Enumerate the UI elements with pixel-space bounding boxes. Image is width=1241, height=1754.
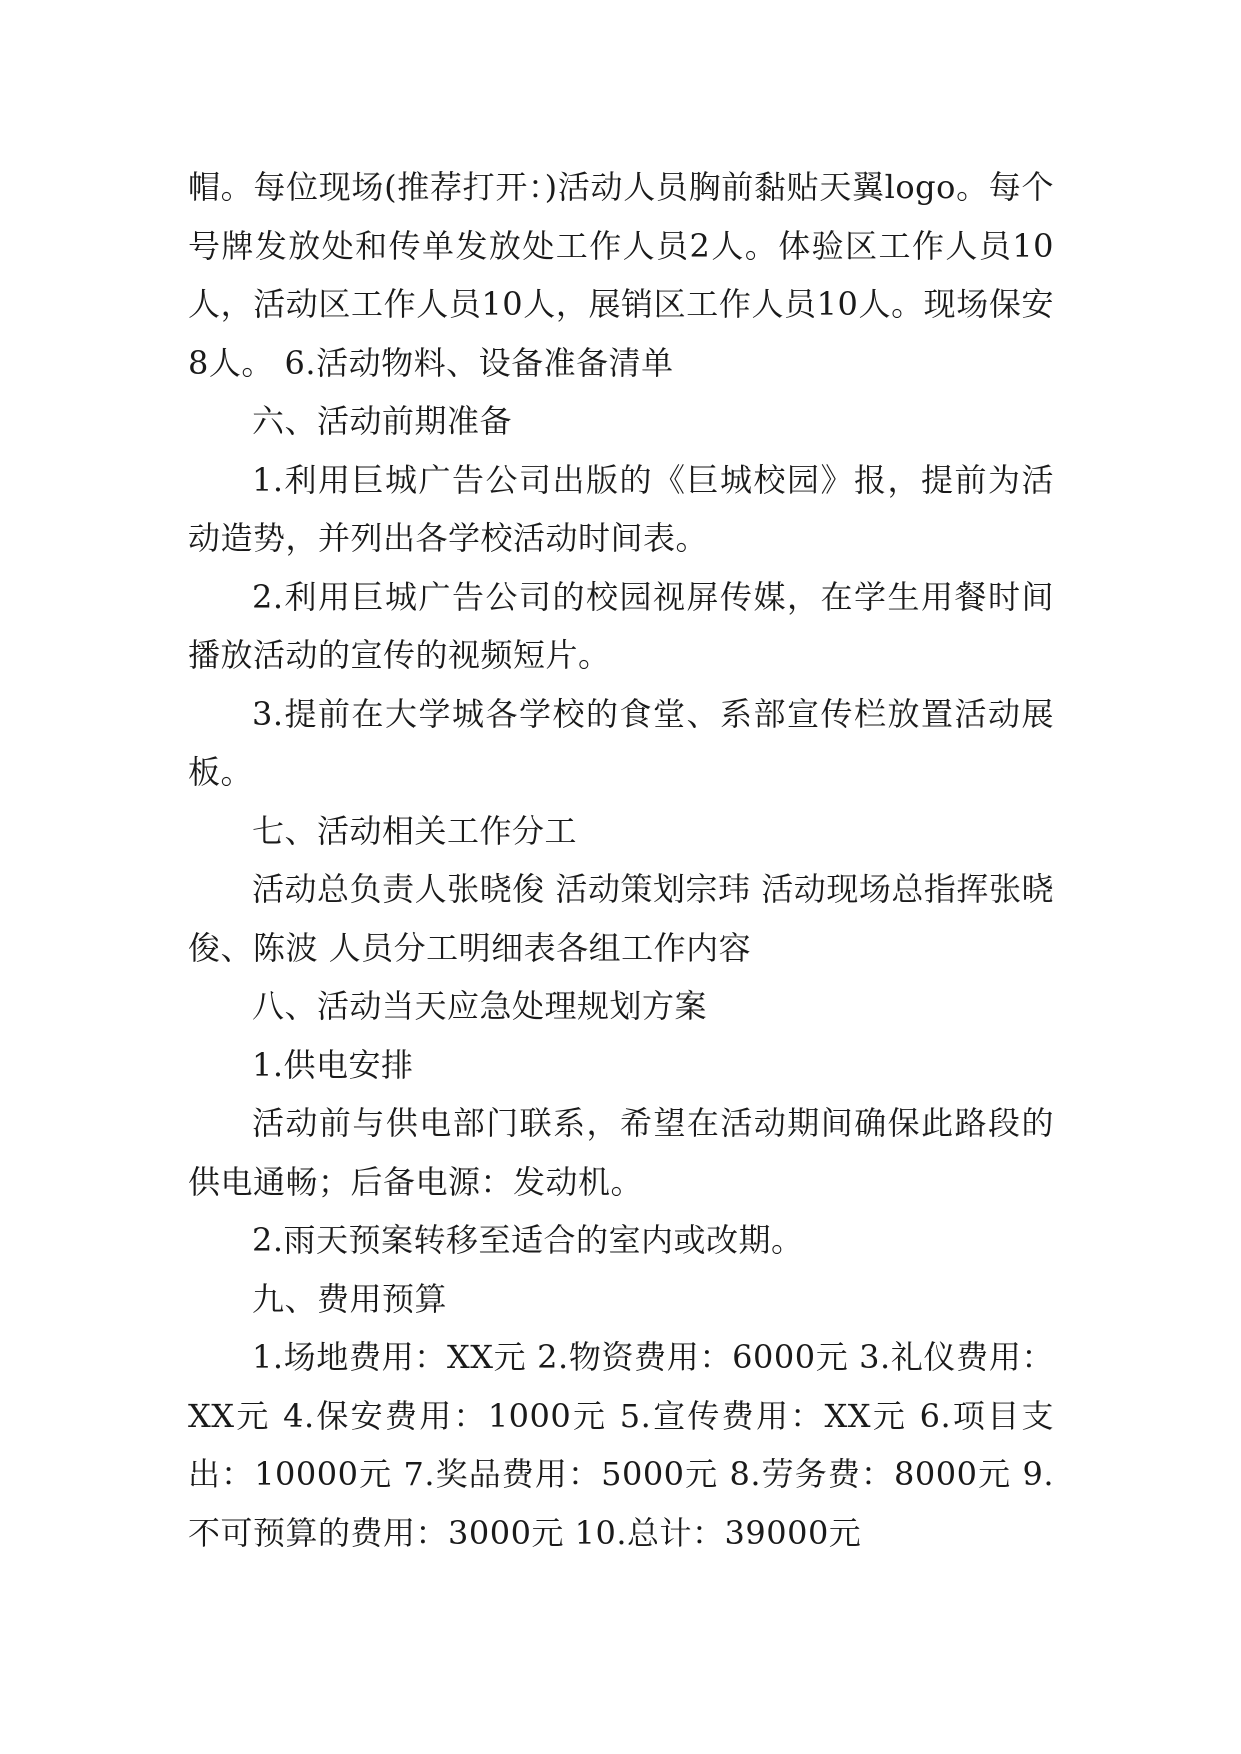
heading-section-6: 六、活动前期准备 — [252, 402, 513, 440]
heading-section-8: 八、活动当天应急处理规划方案 — [252, 987, 708, 1025]
paragraph-prep-2: 2.利用巨城广告公司的校园视屏传媒，在学生用餐时间播放活动的宣传的视频短片。 — [188, 577, 1054, 674]
heading-section-9: 九、费用预算 — [252, 1279, 448, 1318]
paragraph-rain-plan: 2.雨天预案转移至适合的室内或改期。 — [252, 1221, 804, 1259]
paragraph-prep-1: 1.利用巨城广告公司出版的《巨城校园》报，提前为活动造势，并列出各学校活动时间表。 — [188, 460, 1054, 557]
subheading-power-supply: 1.供电安排 — [252, 1045, 414, 1084]
paragraph-power-supply: 活动前与供电部门联系，希望在活动期间确保此路段的供电通畅；后备电源：发动机。 — [188, 1104, 1054, 1201]
paragraph-staffing: 帽。每位现场(推荐打开：)活动人员胸前黏贴天翼logo。每个号牌发放处和传单发放处工作人员2人。体验区工作人员10人，活动区工作人员10人，展销区工作人员10人。现场保安8人。 6.活动物料、设备准备清单 — [188, 168, 1054, 382]
document-body — [188, 158, 1054, 1562]
paragraph-division-of-labor: 活动总负责人张晓俊 活动策划宗玮 活动现场总指挥张晓俊、陈波 人员分工明细表各组工作内容 — [188, 870, 1054, 967]
paragraph-prep-3: 3.提前在大学城各学校的食堂、系部宣传栏放置活动展板。 — [188, 694, 1054, 791]
heading-section-7: 七、活动相关工作分工 — [252, 811, 578, 850]
paragraph-budget: 1.场地费用：XX元 2.物资费用：6000元 3.礼仪费用：XX元 4.保安费用：1000元 5.宣传费用：XX元 6.项目支出：10000元 7.奖品费用：5000元 8.劳务费：8000元 9.不可预算的费用：3000元 10.总计：39000元 — [188, 1338, 1054, 1552]
